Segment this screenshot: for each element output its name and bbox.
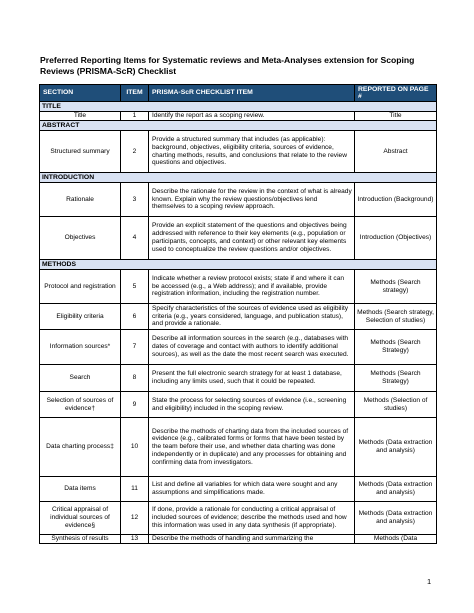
table-row xyxy=(40,217,437,260)
row-section: Objectives xyxy=(40,217,121,260)
table-row xyxy=(40,131,437,173)
row-section: Protocol and registration xyxy=(40,270,121,304)
page-number: 1 xyxy=(427,577,432,586)
row-section: Search xyxy=(40,365,121,392)
row-description: Indicate whether a review protocol exists; state if and where it can be accessed (e.g., a Web address); and if available, provide registration information, including the registration number. xyxy=(149,270,355,304)
group-label: ABSTRACT xyxy=(40,121,437,131)
row-section: Critical appraisal of individual sources of evidence§ xyxy=(40,502,121,535)
row-section: Data charting process‡ xyxy=(40,418,121,477)
table-row xyxy=(40,183,437,217)
row-reported: Methods (Search strategy, Selection of studies) xyxy=(355,304,437,330)
table-row xyxy=(40,304,437,330)
row-description: Present the full electronic search strategy for at least 1 database, including any limits used, such that it could be repeated. xyxy=(149,365,355,392)
group-label: TITLE xyxy=(40,102,437,112)
row-description: If done, provide a rationale for conducting a critical appraisal of included sources of evidence; describe the methods used and how this information was used in any data synthesis (if appropriate). xyxy=(149,502,355,535)
row-description: Specify characteristics of the sources of evidence used as eligibility criteria (e.g., years considered, language, and publication status), and provide a rationale. xyxy=(149,304,355,330)
table-row xyxy=(40,502,437,535)
table-row xyxy=(40,392,437,418)
row-reported: Methods (Data extraction and analysis) xyxy=(355,477,437,502)
table-row xyxy=(40,418,437,477)
row-description: State the process for selecting sources of evidence (i.e., screening and eligibility) included in the scoping review. xyxy=(149,392,355,418)
row-item-number: 9 xyxy=(121,392,149,418)
table-row xyxy=(40,270,437,304)
row-reported: Methods (Search strategy) xyxy=(355,270,437,304)
row-reported: Title xyxy=(355,112,437,121)
row-item-number: 13 xyxy=(121,535,149,544)
row-section: Eligibility criteria xyxy=(40,304,121,330)
group-label: INTRODUCTION xyxy=(40,173,437,183)
row-description: Describe the methods of charting data from the included sources of evidence (e.g., calibrated forms or forms that have been tested by the team before their use, and whether data charting was done independently or in duplicate) and any processes for obtaining and confirming data from investigators. xyxy=(149,418,355,477)
row-item-number: 5 xyxy=(121,270,149,304)
row-description: Identify the report as a scoping review. xyxy=(149,112,355,121)
row-description: Describe the rationale for the review in the context of what is already known. Explain why the review questions/objectives lend themselves to a scoping review approach. xyxy=(149,183,355,217)
group-row-abstract xyxy=(40,121,437,131)
header-item: ITEM xyxy=(121,85,149,102)
group-label: METHODS xyxy=(40,260,437,270)
row-reported: Methods (Data xyxy=(355,535,437,544)
document-title: Preferred Reporting Items for Systematic reviews and Meta-Analyses extension for Scoping Reviews (PRISMA-ScR) Checklist xyxy=(40,55,415,76)
row-reported: Methods (Selection of studies) xyxy=(355,392,437,418)
header-section: SECTION xyxy=(40,85,121,102)
row-section: Information sources* xyxy=(40,330,121,365)
header-reported-on-page: REPORTED ON PAGE # xyxy=(355,85,437,102)
group-row-introduction xyxy=(40,173,437,183)
row-item-number: 2 xyxy=(121,131,149,173)
row-item-number: 7 xyxy=(121,330,149,365)
table-header-row xyxy=(40,85,437,102)
row-reported: Methods (Search Strategy) xyxy=(355,365,437,392)
row-item-number: 12 xyxy=(121,502,149,535)
row-description: Provide an explicit statement of the questions and objectives being addressed with reference to their key elements (e.g., population or participants, concepts, and context) or other relevant key elements used to conceptualize the review questions and/or objectives. xyxy=(149,217,355,260)
row-description: Describe all information sources in the search (e.g., databases with dates of coverage and contact with authors to identify additional sources), as well as the date the most recent search was executed. xyxy=(149,330,355,365)
table-row xyxy=(40,535,437,544)
table-row xyxy=(40,477,437,502)
row-description: Describe the methods of handling and summarizing the xyxy=(149,535,355,544)
table-row xyxy=(40,365,437,392)
row-reported: Introduction (Background) xyxy=(355,183,437,217)
row-item-number: 3 xyxy=(121,183,149,217)
row-reported: Methods (Search Strategy) xyxy=(355,330,437,365)
row-item-number: 10 xyxy=(121,418,149,477)
row-reported: Introduction (Objectives) xyxy=(355,217,437,260)
row-item-number: 6 xyxy=(121,304,149,330)
row-section: Structured summary xyxy=(40,131,121,173)
row-description: Provide a structured summary that includes (as applicable): background, objectives, eligibility criteria, sources of evidence, charting methods, results, and conclusions that relate to the review questions and objectives. xyxy=(149,131,355,173)
group-row-methods xyxy=(40,260,437,270)
table-row xyxy=(40,112,437,121)
checklist-table xyxy=(39,84,437,544)
row-item-number: 11 xyxy=(121,477,149,502)
header-checklist-item: PRISMA-ScR CHECKLIST ITEM xyxy=(149,85,355,102)
row-section: Synthesis of results xyxy=(40,535,121,544)
row-item-number: 4 xyxy=(121,217,149,260)
group-row-title xyxy=(40,102,437,112)
row-section: Rationale xyxy=(40,183,121,217)
row-item-number: 1 xyxy=(121,112,149,121)
row-section: Data items xyxy=(40,477,121,502)
row-item-number: 8 xyxy=(121,365,149,392)
row-reported: Abstract xyxy=(355,131,437,173)
table-row xyxy=(40,330,437,365)
row-section: Selection of sources of evidence† xyxy=(40,392,121,418)
row-section: Title xyxy=(40,112,121,121)
row-description: List and define all variables for which data were sought and any assumptions and simplifications made. xyxy=(149,477,355,502)
row-reported: Methods (Data extraction and analysis) xyxy=(355,502,437,535)
row-reported: Methods (Data extraction and analysis) xyxy=(355,418,437,477)
